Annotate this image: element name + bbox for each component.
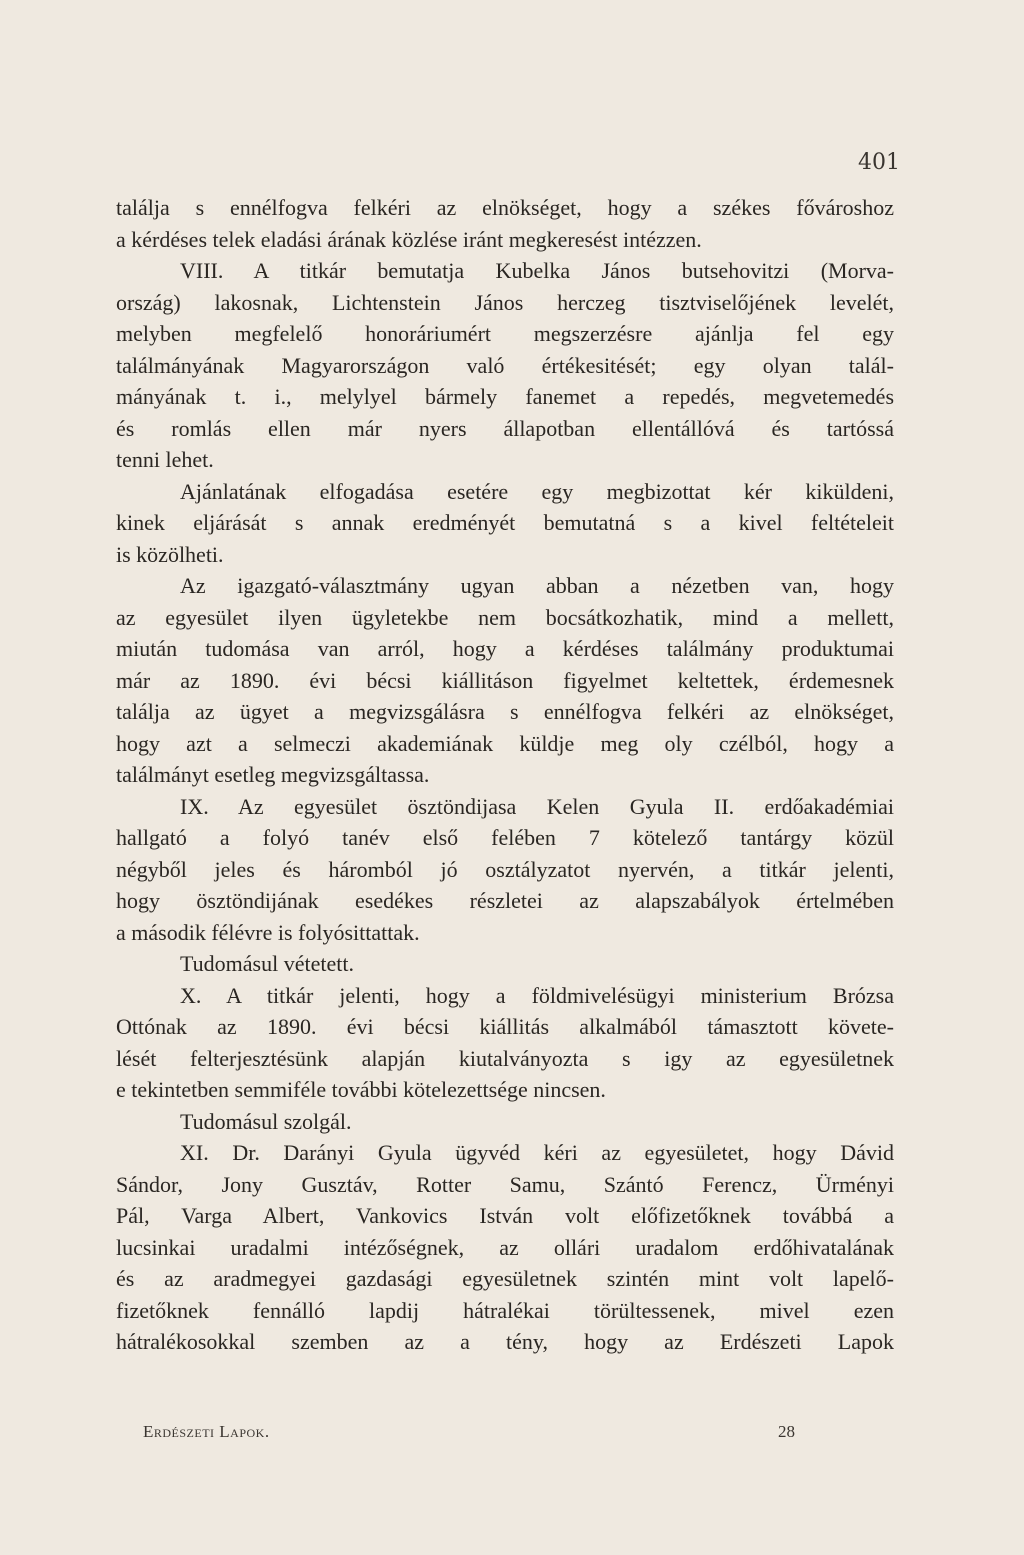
text-line: is közölheti. [116,541,224,567]
body-text [116,192,894,1358]
text-line: lését felterjesztésünk alapján kiutalványozta s igy az egyesületnek [116,1045,894,1071]
journal-name: Erdészeti Lapok. [143,1422,270,1441]
text-line: melyben megfelelő honoráriumért megszerzésre ajánlja fel egy [116,321,894,346]
text-line: hogy azt a selmeczi akademiának küldje meg oly czélból, hogy a [116,730,894,756]
text-line: Tudomásul vétetett. [180,951,354,976]
text-line: Az igazgató-választmány ugyan abban a nézetben van, hogy [180,573,894,598]
text-line: fizetőknek fennálló lapdij hátralékai törültessenek, mivel ezen [116,1297,894,1323]
text-line: és romlás ellen már nyers állapotban ellentállóvá és tartóssá [116,415,894,441]
text-line: találja az ügyet a megvizsgálásra s ennélfogva felkéri az elnökséget, [116,699,894,724]
text-line: négyből jeles és háromból jó osztályzatot nyervén, a titkár jelenti, [116,856,894,882]
text-line: a második félévre is folyósittattak. [116,919,420,945]
text-line: lucsinkai uradalmi intézőségnek, az ollári uradalom erdőhivatalának [116,1234,894,1260]
text-line: Ajánlatának elfogadása esetére egy megbizottat kér kiküldeni, [180,478,894,504]
text-line: találmányt esetleg megvizsgáltassa. [116,762,430,787]
sheet-number: 28 [778,1422,795,1441]
text-line: hátralékosokkal szemben az a tény, hogy az Erdészeti Lapok [116,1329,894,1354]
text-line: XI. Dr. Darányi Gyula ügyvéd kéri az egyesületet, hogy Dávid [180,1140,894,1165]
page-number: 401 [858,150,900,175]
text-line: hallgató a folyó tanév első felében 7 kötelező tantárgy közül [116,825,894,850]
text-line: ország) lakosnak, Lichtenstein János herczeg tisztviselőjének levelét, [116,289,894,315]
text-line: és az aradmegyei gazdasági egyesületnek szintén mint volt lapelő- [116,1266,894,1291]
text-line: Ottónak az 1890. évi bécsi kiállitás alkalmából támasztott követe- [116,1014,894,1039]
text-line: az egyesület ilyen ügyletekbe nem bocsátkozhatik, mind a mellett, [116,604,894,630]
text-line: e tekintetben semmiféle további kötelezettsége nincsen. [116,1077,606,1102]
text-line: már az 1890. évi bécsi kiállitáson figyelmet keltettek, érdemesnek [116,667,894,693]
text-line: X. A titkár jelenti, hogy a földmivelésügyi ministerium Brózsa [180,982,894,1008]
text-line: Tudomásul szolgál. [180,1108,352,1134]
text-line: találja s ennélfogva felkéri az elnökséget, hogy a székes fővároshoz [116,195,894,220]
text-line: miután tudomása van arról, hogy a kérdéses találmány produktumai [116,636,894,661]
text-line: Sándor, Jony Gusztáv, Rotter Samu, Szántó Ferencz, Ürményi [116,1171,894,1197]
text-line: mányának t. i., melylyel bármely fanemet a repedés, megvetemedés [116,384,894,409]
text-line: IX. Az egyesület ösztöndijasa Kelen Gyula II. erdőakadémiai [180,793,894,819]
text-line: találmányának Magyarországon való értékesitését; egy olyan talál- [116,352,894,378]
text-line: a kérdéses telek eladási árának közlése iránt megkeresést intézzen. [116,226,702,252]
text-line: VIII. A titkár bemutatja Kubelka János butsehovitzi (Morva- [180,258,894,283]
text-line: tenni lehet. [116,447,214,472]
text-line: kinek eljárását s annak eredményét bemutatná s a kivel feltételeit [116,510,894,535]
page-footer [143,1422,795,1442]
text-line: hogy ösztöndijának esedékes részletei az alapszabályok értelmében [116,888,894,913]
text-line: Pál, Varga Albert, Vankovics István volt előfizetőknek továbbá a [116,1203,894,1228]
